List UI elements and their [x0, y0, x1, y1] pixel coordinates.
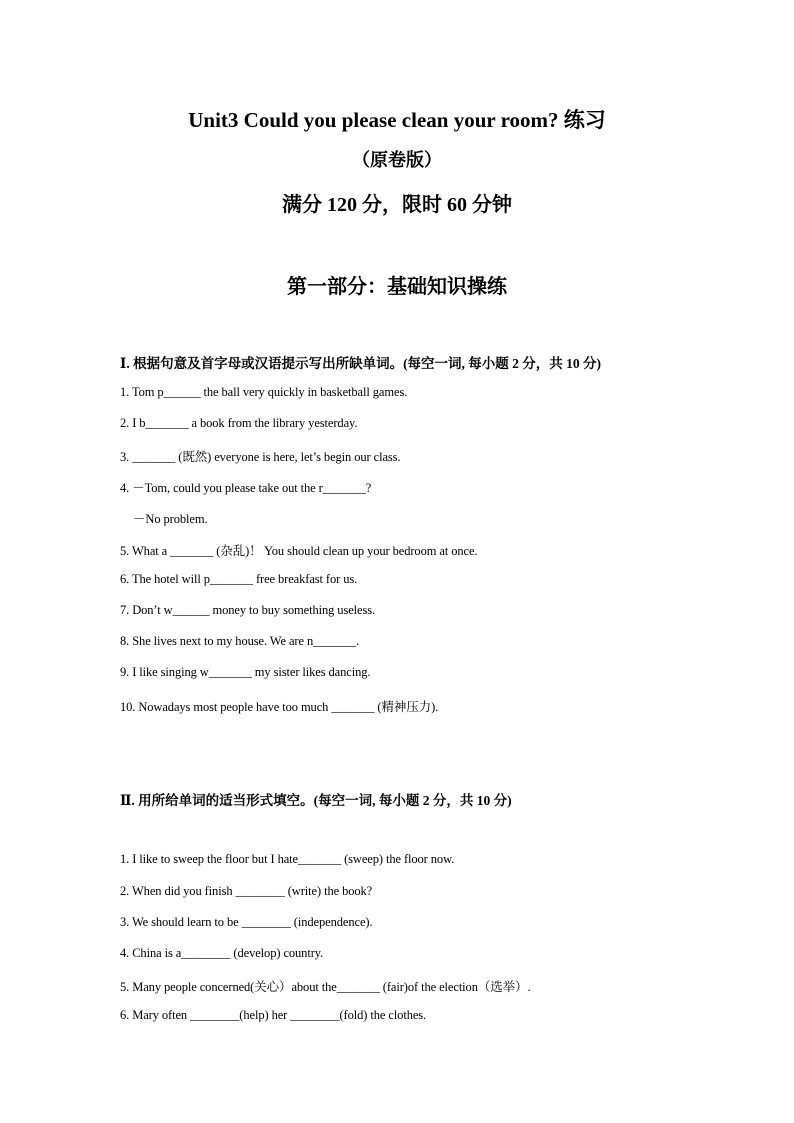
section2-heading: Ⅱ. 用所给单词的适当形式填空。(每空一词, 每小题 2 分，共 10 分): [120, 793, 512, 808]
question-item: 8. She lives next to my house. We are n_______.: [120, 634, 360, 648]
section1-heading: Ⅰ. 根据句意及首字母或汉语提示写出所缺单词。(每空一词, 每小题 2 分，共 10 分): [120, 356, 602, 371]
question-item: 1. Tom p______ the ball very quickly in basketball games.: [120, 385, 408, 399]
question-item: 4. China is a________ (develop) country.: [120, 946, 324, 960]
question-item: 2. When did you finish ________ (write) the book?: [120, 884, 373, 898]
score-info: 满分 120 分，限时 60 分钟: [282, 194, 512, 216]
question-item: 5. Many people concerned(关心）about the_______ (fair)of the election（选举）.: [120, 980, 531, 994]
question-item: 3. _______ (既然) everyone is here, let’s begin our class.: [120, 450, 401, 464]
question-item: 2. I b_______ a book from the library yesterday.: [120, 416, 358, 430]
document-title: Unit3 Could you please clean your room? 练习: [188, 108, 606, 132]
question-item: 5. What a _______ (杂乱)！ You should clean up your bedroom at once.: [120, 544, 478, 558]
question-item: 7. Don’t w______ money to buy something useless.: [120, 603, 376, 617]
question-item: 3. We should learn to be ________ (independence).: [120, 915, 373, 929]
question-item: 4. －Tom, could you please take out the r_______?: [120, 481, 372, 495]
question-item: 9. I like singing w_______ my sister likes dancing.: [120, 665, 371, 679]
part-title: 第一部分：基础知识操练: [287, 276, 507, 298]
document-subtitle: （原卷版）: [352, 150, 442, 170]
question-item: 10. Nowadays most people have too much _______ (精神压力).: [120, 700, 439, 714]
question-item-reply: －No problem.: [133, 512, 208, 526]
question-item: 6. The hotel will p_______ free breakfast for us.: [120, 572, 358, 586]
question-item: 1. I like to sweep the floor but I hate_______ (sweep) the floor now.: [120, 852, 455, 866]
question-item: 6. Mary often ________(help) her ________(fold) the clothes.: [120, 1008, 427, 1022]
